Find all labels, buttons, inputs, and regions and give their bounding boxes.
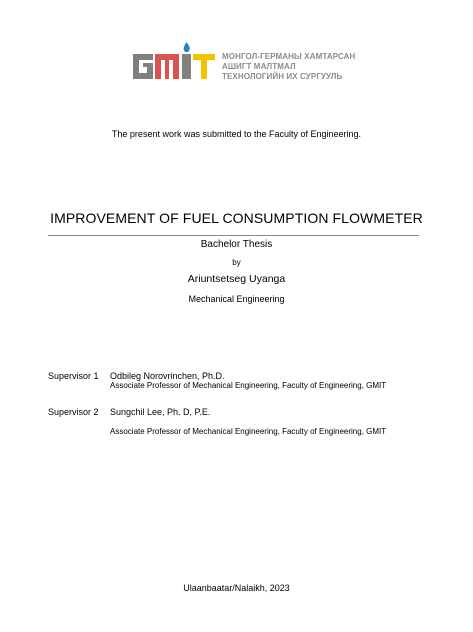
gmit-logo [131, 40, 361, 82]
logo-line: ТЕХНОЛОГИЙН ИХ СУРГУУЛЬ [222, 72, 343, 81]
thesis-title: IMPROVEMENT OF FUEL CONSUMPTION FLOWMETER [50, 210, 423, 226]
by-label: by [232, 258, 241, 267]
logo-line: АШИГТ МАЛТМАЛ [222, 62, 296, 71]
author-name: Ariuntsetseg Uyanga [187, 273, 286, 285]
gmit-logo-mark [131, 40, 217, 82]
department: Mechanical Engineering [188, 294, 285, 304]
submission-note: The present work was submitted to the Faculty of Engineering. [111, 129, 362, 139]
supervisor-2-name: Sungchil Lee, Ph. D, P.E. [110, 407, 211, 417]
supervisor-2-title: Associate Professor of Mechanical Engineering, Faculty of Engineering, GMIT [110, 427, 387, 436]
logo-text [222, 52, 362, 82]
supervisor-1-title: Associate Professor of Mechanical Engineering, Faculty of Engineering, GMIT [110, 381, 387, 390]
logo-line: МОНГОЛ-ГЕРМАНЫ ХАМТАРСАН [222, 52, 356, 61]
supervisor-2-label: Supervisor 2 [48, 407, 99, 417]
supervisor-1-name: Odbileg Norovrinchen, Ph.D. [110, 371, 225, 381]
place-and-year: Ulaanbaatar/Nalaikh, 2023 [183, 583, 290, 593]
thesis-type: Bachelor Thesis [200, 239, 273, 250]
title-divider [48, 235, 419, 236]
supervisor-1-label: Supervisor 1 [48, 371, 99, 381]
